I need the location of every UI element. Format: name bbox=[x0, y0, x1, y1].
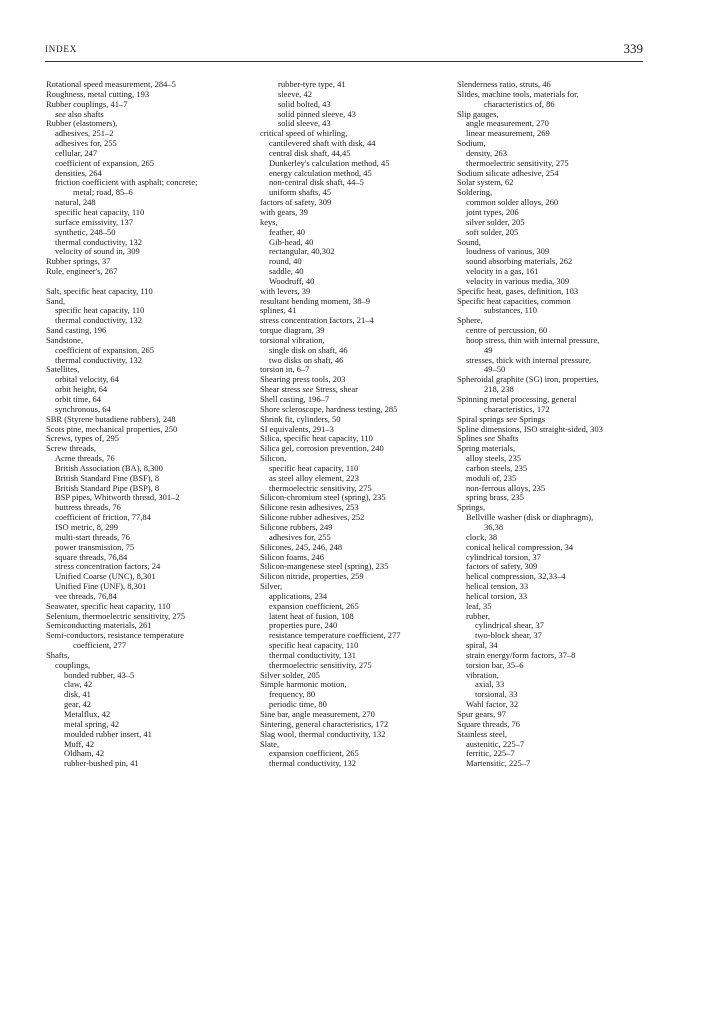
index-entry: buttress threads, 76 bbox=[55, 502, 121, 513]
index-entry: Spinning metal processing, general bbox=[457, 394, 577, 404]
index-entry: Satellites, bbox=[46, 364, 80, 375]
index-entry: Muff, 42 bbox=[64, 738, 95, 749]
index-entry: joint types, 206 bbox=[466, 206, 519, 217]
index-entry: cellular, 247 bbox=[55, 147, 98, 158]
index-entry: Sandstone, bbox=[46, 334, 84, 345]
index-entry: Solar system, 62 bbox=[457, 177, 514, 188]
index-entry: Silicone rubbers, 249 bbox=[260, 521, 333, 532]
index-entry: Sintering, general characteristics, 172 bbox=[260, 718, 389, 729]
index-entry: Shafts, bbox=[46, 649, 70, 660]
index-column-1 bbox=[46, 80, 256, 769]
index-entry: vibration, bbox=[466, 669, 499, 680]
index-entry: alloy steels, 235 bbox=[466, 453, 522, 464]
index-entry: with gears, 39 bbox=[260, 206, 308, 217]
index-entry: synthetic, 248–50 bbox=[55, 226, 116, 237]
index-entry: Silicon, bbox=[260, 453, 287, 464]
index-entry: gear, 42 bbox=[64, 699, 92, 710]
index-entry: cylindrical torsion, 37 bbox=[466, 551, 541, 562]
index-entry: austenitic, 225–7 bbox=[466, 738, 525, 749]
index-entry: rubber, bbox=[466, 610, 490, 621]
index-entry: specific heat capacity, 110 bbox=[55, 206, 145, 217]
index-entry: bonded rubber, 43–5 bbox=[64, 669, 135, 680]
index-entry: density, 263 bbox=[466, 147, 508, 158]
index-entry: Shell casting, 196–7 bbox=[260, 394, 330, 404]
index-entry: coefficient of expansion, 265 bbox=[55, 344, 154, 355]
index-entry: SBR (Styrene butadiene rubbers), 248 bbox=[46, 413, 176, 424]
index-entry: Sodium silicate adhesive, 254 bbox=[457, 167, 559, 178]
index-entry: round, 40 bbox=[269, 256, 302, 267]
index-entry: Silicon-mangenese steel (spring), 235 bbox=[260, 561, 389, 572]
running-head: INDEX bbox=[45, 44, 77, 54]
index-entry: factors of safety, 309 bbox=[260, 197, 332, 208]
index-entry: torsion in, 6–7 bbox=[260, 364, 310, 375]
index-entry: 36,38 bbox=[484, 521, 504, 532]
index-entry: thermal conductivity, 132 bbox=[55, 315, 143, 326]
index-entry: Unified Fine (UNF), 8,301 bbox=[55, 581, 147, 592]
index-entry: Screws, types of, 295 bbox=[46, 433, 119, 444]
index-entry: spiral, 34 bbox=[466, 640, 498, 651]
index-entry: moduli of, 235 bbox=[466, 472, 517, 483]
index-entry: Slip gauges, bbox=[457, 108, 499, 119]
index-entry: friction coefficient with asphalt; concrete; bbox=[55, 177, 198, 188]
index-entry: ISO metric, 8, 299 bbox=[55, 521, 119, 532]
index-entry: hoop stress, thin with internal pressure, bbox=[466, 334, 600, 345]
index-entry: uniform shafts, 45 bbox=[269, 187, 332, 198]
index-entry: solid bolted, 43 bbox=[278, 98, 331, 109]
index-entry: Semi-conductors, resistance temperature bbox=[46, 630, 185, 641]
index-entry: helical compression, 32,33–4 bbox=[466, 571, 566, 582]
index-entry: sound absorbing materials, 262 bbox=[466, 256, 573, 267]
index-entry: Shore scleroscope, hardness testing, 285 bbox=[260, 403, 398, 414]
index-entry: splines, 41 bbox=[260, 305, 297, 316]
index-entry: angle measurement, 270 bbox=[466, 118, 549, 129]
index-entry: characteristics, 172 bbox=[484, 403, 550, 414]
index-entry: coefficient, 277 bbox=[73, 640, 127, 651]
index-entry: stress concentration factors, 24 bbox=[55, 561, 161, 572]
index-entry: silver solder, 205 bbox=[466, 216, 525, 227]
index-entry: adhesives for, 255 bbox=[55, 138, 117, 149]
index-entry: Sphere, bbox=[457, 315, 483, 326]
index-entry: thermal conductivity, 132 bbox=[55, 236, 143, 247]
index-entry: Spheroidal graphite (SG) iron, properties, bbox=[457, 374, 599, 385]
index-entry: thermal conductivity, 132 bbox=[269, 758, 357, 769]
index-entry: conical helical compression, 34 bbox=[466, 541, 574, 552]
index-entry: Spring materials, bbox=[457, 443, 516, 454]
index-entry: moulded rubber insert, 41 bbox=[64, 728, 152, 739]
index-entry: coefficient of expansion, 265 bbox=[55, 157, 154, 168]
index-entry: torsional, 33 bbox=[475, 689, 518, 700]
index-entry: factors of safety, 309 bbox=[466, 561, 538, 572]
index-entry: velocity of sound in, 309 bbox=[55, 246, 140, 257]
index-entry: Shrink fit, cylinders, 50 bbox=[260, 413, 341, 424]
index-entry: vee threads, 76,84 bbox=[55, 590, 117, 601]
index-entry: cylindrical shear, 37 bbox=[475, 620, 544, 631]
index-entry: latent heat of fusion, 108 bbox=[269, 610, 354, 621]
index-entry: expansion coefficient, 265 bbox=[269, 748, 359, 759]
index-entry: power transmission, 75 bbox=[55, 541, 135, 552]
index-entry: Spiral springs see Springs bbox=[457, 413, 546, 424]
index-entry: linear measurement, 269 bbox=[466, 128, 550, 139]
index-entry: strain energy/form factors, 37–8 bbox=[466, 649, 576, 660]
index-entry: rubber-bushed pin, 41 bbox=[64, 758, 139, 769]
index-entry: frequency, 80 bbox=[269, 689, 316, 700]
index-entry: spring brass, 235 bbox=[466, 492, 524, 503]
index-entry: torsion bar, 35–6 bbox=[466, 659, 524, 670]
index-entry: Unified Coarse (UNC), 8,301 bbox=[55, 571, 156, 582]
index-entry: non-ferrous alloys, 235 bbox=[466, 482, 546, 493]
index-entry: metal spring, 42 bbox=[64, 718, 120, 729]
index-entry: specific heat capacity, 110 bbox=[55, 305, 145, 316]
index-entry: loudness of various, 309 bbox=[466, 246, 550, 257]
index-entry: 218, 238 bbox=[484, 384, 514, 395]
index-entry: sleeve, 42 bbox=[278, 88, 312, 99]
index-entry: Gib-head, 40 bbox=[269, 236, 314, 247]
index-entry: soft solder, 205 bbox=[466, 226, 519, 237]
index-entry: helical torsion, 33 bbox=[466, 590, 528, 601]
index-entry: stress concentration factors, 21–4 bbox=[260, 315, 374, 326]
index-entry: clock, 38 bbox=[466, 531, 498, 542]
index-entry: Splines see Shafts bbox=[457, 433, 519, 444]
index-entry: Screw threads, bbox=[46, 443, 97, 454]
index-entry: Wahl factor, 32 bbox=[466, 699, 519, 710]
index-entry: energy calculation method, 45 bbox=[269, 167, 372, 178]
index-entry: applications, 234 bbox=[269, 590, 328, 601]
index-entry: single disk on shaft, 46 bbox=[269, 344, 348, 355]
index-entry: Specific heat, gases, definition, 103 bbox=[457, 285, 579, 296]
index-entry: Rubber springs, 37 bbox=[46, 256, 111, 267]
index-entry: saddle, 40 bbox=[269, 266, 304, 277]
index-entry: Sand casting, 196 bbox=[46, 325, 107, 336]
index-entry: Slate, bbox=[260, 738, 280, 749]
index-entry: thermoelectric sensitivity, 275 bbox=[269, 482, 372, 493]
index-entry: Slides, machine tools, materials for, bbox=[457, 88, 579, 99]
index-entry: expansion coefficient, 265 bbox=[269, 600, 359, 611]
index-entry: central disk shaft, 44,45 bbox=[269, 147, 351, 158]
index-entry: Sound, bbox=[457, 236, 481, 247]
index-entry: orbital velocity, 64 bbox=[55, 374, 119, 385]
index-entry: see also shafts bbox=[55, 108, 104, 119]
index-entry: cantilevered shaft with disk, 44 bbox=[269, 138, 376, 149]
index-entry: properties pure, 240 bbox=[269, 620, 338, 631]
index-entry: solid sleeve, 43 bbox=[278, 118, 331, 129]
index-entry: Roughness, metal cutting, 193 bbox=[46, 88, 150, 99]
index-entry: periodic time, 80 bbox=[269, 699, 327, 710]
index-entry: thermoelectric sensitivity, 275 bbox=[269, 659, 372, 670]
index-entry: torque diagram, 39 bbox=[260, 325, 325, 336]
index-entry: adhesives, 251–2 bbox=[55, 128, 114, 139]
index-entry: disk, 41 bbox=[64, 689, 91, 700]
index-entry: Metalflux, 42 bbox=[64, 709, 111, 719]
index-entry: velocity in various media, 309 bbox=[466, 275, 570, 286]
index-entry: British Association (BA), 8,300 bbox=[55, 462, 163, 473]
index-entry: Silicones, 245, 246, 248 bbox=[260, 541, 343, 552]
index-entry: couplings, bbox=[55, 659, 91, 670]
index-entry: Rotational speed measurement, 284–5 bbox=[46, 79, 176, 89]
index-entry: Woodruff, 40 bbox=[269, 275, 315, 286]
index-entry: Sine bar, angle measurement, 270 bbox=[260, 709, 375, 719]
index-entry: Salt, specific heat capacity, 110 bbox=[46, 285, 153, 296]
index-entry: claw, 42 bbox=[64, 679, 93, 690]
index-entry: Rule, engineer's, 267 bbox=[46, 266, 118, 277]
index-entry: Selenium, thermoelectric sensitivity, 275 bbox=[46, 610, 185, 621]
index-entry: Silicone resin adhesives, 253 bbox=[260, 502, 359, 513]
index-entry: coefficient of friction, 77,84 bbox=[55, 512, 151, 523]
index-entry: two disks on shaft, 46 bbox=[269, 354, 344, 365]
index-column-2 bbox=[260, 80, 452, 769]
index-entry: Spline dimensions, ISO straight-sided, 303 bbox=[457, 423, 603, 434]
index-entry: densities, 264 bbox=[55, 167, 102, 178]
index-entry: thermal conductivity, 132 bbox=[55, 354, 143, 365]
index-entry: square threads, 76,84 bbox=[55, 551, 128, 562]
index-entry: keys, bbox=[260, 216, 278, 227]
index-entry: ferritic, 225–7 bbox=[466, 748, 515, 759]
index-entry: multi-start threads, 76 bbox=[55, 531, 130, 542]
index-entry: Bellville washer (disk or diaphragm), bbox=[466, 512, 594, 523]
index-entry: carbon steels, 235 bbox=[466, 462, 528, 473]
index-entry: specific heat capacity, 110 bbox=[269, 462, 359, 473]
index-entry: adhesives for, 255 bbox=[269, 531, 331, 542]
index-entry: resistance temperature coefficient, 277 bbox=[269, 630, 401, 641]
index-entry: synchronous, 64 bbox=[55, 403, 111, 414]
index-entry: non-central disk shaft, 44–5 bbox=[269, 177, 364, 188]
index-entry: solid pinned sleeve, 43 bbox=[278, 108, 356, 119]
index-entry: two-block shear, 37 bbox=[475, 630, 542, 641]
index-entry: British Standard Pipe (BSP), 8 bbox=[55, 482, 160, 493]
index-entry: torsional vibration, bbox=[260, 334, 325, 345]
index-entry: Dunkerley's calculation method, 45 bbox=[269, 157, 390, 168]
index-entry: BSP pipes, Whitworth thread, 301–2 bbox=[55, 492, 180, 503]
index-entry: Acme threads, 76 bbox=[55, 453, 115, 464]
index-entry: metal; road, 85–6 bbox=[73, 187, 133, 198]
index-entry: Spur gears, 97 bbox=[457, 709, 506, 719]
index-entry: centre of percussion, 60 bbox=[466, 325, 548, 336]
index-entry: rubber-tyre type, 41 bbox=[278, 79, 346, 89]
index-entry: 49 bbox=[484, 344, 493, 355]
index-entry: Stainless steel, bbox=[457, 728, 508, 739]
header-rule bbox=[45, 61, 643, 62]
index-entry: axial, 33 bbox=[475, 679, 505, 690]
index-entry: thermoelectric sensitivity, 275 bbox=[466, 157, 569, 168]
index-entry: Martensitic, 225–7 bbox=[466, 758, 531, 769]
index-entry: Rubber (elastomers), bbox=[46, 118, 118, 129]
index-entry: Semiconducting materials, 261 bbox=[46, 620, 152, 631]
index-entry: Scots pine, mechanical properties, 250 bbox=[46, 423, 178, 434]
index-entry: British Standard Fine (BSF), 8 bbox=[55, 472, 160, 483]
index-entry: Oldham, 42 bbox=[64, 748, 105, 759]
index-entry: Rubber couplings, 41–7 bbox=[46, 98, 128, 109]
index-entry: velocity in a gas, 161 bbox=[466, 266, 539, 277]
index-entry: thermal conductivity, 131 bbox=[269, 649, 357, 660]
index-entry: rectangular, 40,302 bbox=[269, 246, 335, 257]
index-entry: critical speed of whirling, bbox=[260, 128, 348, 139]
index-entry: resultant bending moment, 38–9 bbox=[260, 295, 371, 306]
index-entry: helical tension, 33 bbox=[466, 581, 529, 592]
index-entry: orbit height, 64 bbox=[55, 384, 108, 395]
index-entry: substances, 110 bbox=[484, 305, 538, 316]
index-column-3 bbox=[457, 80, 653, 769]
index-entry: feather, 40 bbox=[269, 226, 306, 237]
index-entry: SI equivalents, 291–3 bbox=[260, 423, 334, 434]
index-entry: Slenderness ratio, struts, 46 bbox=[457, 79, 551, 89]
index-entry: Square threads, 76 bbox=[457, 718, 521, 729]
index-entry: Silicon nitride, properties, 259 bbox=[260, 571, 364, 582]
index-entry: characteristics of, 86 bbox=[484, 98, 555, 109]
index-entry: Sodium, bbox=[457, 138, 486, 149]
index-entry: Sand, bbox=[46, 295, 66, 306]
index-entry: Silver, bbox=[260, 581, 283, 592]
index-entry: Shearing press tools, 203 bbox=[260, 374, 346, 385]
index-entry: with levers, 39 bbox=[260, 285, 311, 296]
index-entry: Shear stress see Stress, shear bbox=[260, 384, 358, 395]
index-entry: Silicon foams, 246 bbox=[260, 551, 324, 562]
index-entry: Springs, bbox=[457, 502, 486, 513]
index-entry: Slag wool, thermal conductivity, 132 bbox=[260, 728, 386, 739]
index-entry: common solder alloys, 260 bbox=[466, 197, 559, 208]
index-entry: Seawater, specific heat capacity, 110 bbox=[46, 600, 171, 611]
index-entry: Silicon-chromium steel (spring), 235 bbox=[260, 492, 386, 503]
index-entry: specific heat capacity, 110 bbox=[269, 640, 359, 651]
index-entry: leaf, 35 bbox=[466, 600, 492, 611]
index-entry: Soldering, bbox=[457, 187, 493, 198]
index-entry: Specific heat capacities, common bbox=[457, 295, 571, 306]
index-entry: Silica gel, corrosion prevention, 240 bbox=[260, 443, 384, 454]
page-number: 339 bbox=[623, 41, 643, 56]
index-entry: Simple harmonic motion, bbox=[260, 679, 347, 690]
index-entry: Silicone rubber adhesives, 252 bbox=[260, 512, 365, 523]
index-entry: Silver solder, 205 bbox=[260, 669, 320, 680]
index-entry: stresses, thick with internal pressure, bbox=[466, 354, 592, 365]
index-entry: natural, 248 bbox=[55, 197, 96, 208]
index-entry: orbit time, 64 bbox=[55, 394, 102, 404]
index-entry: surface emissivity, 137 bbox=[55, 216, 134, 227]
page-header bbox=[45, 41, 643, 59]
index-entry: as steel alloy element, 223 bbox=[269, 472, 359, 483]
index-entry: Silica, specific heat capacity, 110 bbox=[260, 433, 373, 444]
index-entry: 49–50 bbox=[484, 364, 506, 375]
